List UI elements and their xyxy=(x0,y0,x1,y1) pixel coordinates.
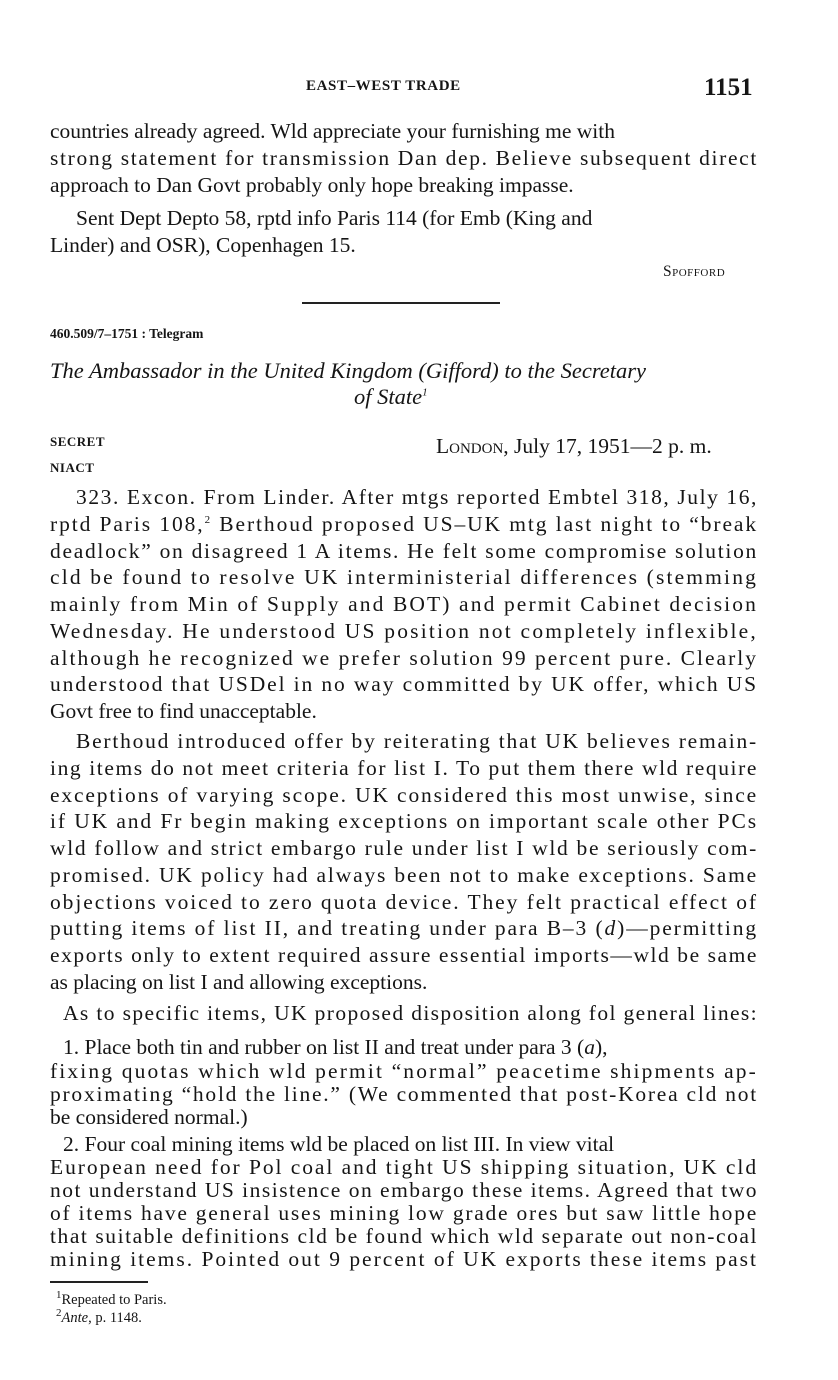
text-line: 1. Place both tin and rubber on list II and treat under para 3 (a), xyxy=(63,1035,608,1059)
text-line: European need for Pol coal and tight US shipping situation, UK cld xyxy=(50,1155,758,1179)
text-line: deadlock” on disagreed 1 A items. He felt some compromise solution xyxy=(50,539,758,563)
text-line: if UK and Fr begin making exceptions on important scale other PCs xyxy=(50,809,758,833)
document-reference: 460.509/7–1751 : Telegram xyxy=(50,326,204,341)
text-line: fixing quotas which wld permit “normal” peacetime shipments ap- xyxy=(50,1059,758,1083)
text-line: although he recognized we prefer solution 99 percent pure. Clearly xyxy=(50,646,758,670)
text-line: rptd Paris 108,$^2$ Berthoud proposed US–UK mtg last night to “break xyxy=(50,512,758,536)
classification-marker: SECRET xyxy=(50,434,106,449)
dateline: London, July 17, 1951—2 p. m. xyxy=(436,434,712,458)
text-line: approach to Dan Govt probably only hope breaking impasse. xyxy=(50,173,574,197)
text-line: mining items. Pointed out 9 percent of UK exports these items past xyxy=(50,1247,758,1271)
text-line: As to specific items, UK proposed disposition along fol general lines: xyxy=(63,1001,758,1025)
text-line: countries already agreed. Wld appreciate your furnishing me with xyxy=(50,119,615,143)
text-line: ing items do not meet criteria for list I. To put them there wld require xyxy=(50,756,758,780)
text-line: exceptions of varying scope. UK considered this most unwise, since xyxy=(50,783,758,807)
text-line: proximating “hold the line.” (We commented that post-Korea cld not xyxy=(50,1082,758,1106)
text-line: of items have general uses mining low grade ores but saw little hope xyxy=(50,1201,758,1225)
text-line: 323. Excon. From Linder. After mtgs reported Embtel 318, July 16, xyxy=(76,485,758,509)
text-line: 2. Four coal mining items wld be placed on list III. In view vital xyxy=(63,1132,615,1156)
section-divider xyxy=(302,302,500,304)
text-line: be considered normal.) xyxy=(50,1105,248,1129)
text-line: Berthoud introduced offer by reiterating that UK believes remain- xyxy=(76,729,758,753)
text-line: strong statement for transmission Dan dep. Believe subsequent direct xyxy=(50,146,758,170)
text-line: Wednesday. He understood US position not completely inflexible, xyxy=(50,619,758,643)
text-line: Govt free to find unacceptable. xyxy=(50,699,317,723)
footnote-divider xyxy=(50,1281,148,1283)
page-number: 1151 xyxy=(704,74,753,101)
text-line: wld follow and strict embargo rule under list I wld be seriously com- xyxy=(50,836,758,860)
text-line: exports only to extent required assure essential imports—wld be same xyxy=(50,943,758,967)
document-title-line-1: The Ambassador in the United Kingdom (Gifford) to the Secretary xyxy=(50,358,646,383)
footnote-ref: 2 xyxy=(204,513,212,526)
signature: Spofford xyxy=(663,263,726,280)
running-title: EAST–WEST TRADE xyxy=(306,78,461,94)
footnote-ref: 1 xyxy=(422,386,428,399)
text-line: not understand US insistence on embargo these items. Agreed that two xyxy=(50,1178,758,1202)
text-line: Sent Dept Depto 58, rptd info Paris 114 (for Emb (King and xyxy=(76,206,593,230)
text-line: putting items of list II, and treating under para B–3 (d)—permitting xyxy=(50,916,759,940)
text-line: objections voiced to zero quota device. They felt practical effect of xyxy=(50,890,758,914)
text-line: that suitable definitions cld be found which wld separate out non-coal xyxy=(50,1224,758,1248)
text-line: promised. UK policy had always been not to make exceptions. Same xyxy=(50,863,758,887)
footnote-2: $^2$Ante, p. 1148. xyxy=(56,1307,142,1326)
document-title-line-2: of State$^1$ xyxy=(354,384,428,409)
text-line: understood that USDel in no way committed by UK offer, which US xyxy=(50,672,758,696)
priority-marker: NIACT xyxy=(50,460,95,475)
text-line: cld be found to resolve UK interministerial differences (stemming xyxy=(50,565,758,589)
text-line: mainly from Min of Supply and BOT) and permit Cabinet decision xyxy=(50,592,758,616)
footnote-1: $^1$Repeated to Paris. xyxy=(56,1289,167,1308)
text-line: as placing on list I and allowing exceptions. xyxy=(50,970,428,994)
text-line: Linder) and OSR), Copenhagen 15. xyxy=(50,233,356,257)
